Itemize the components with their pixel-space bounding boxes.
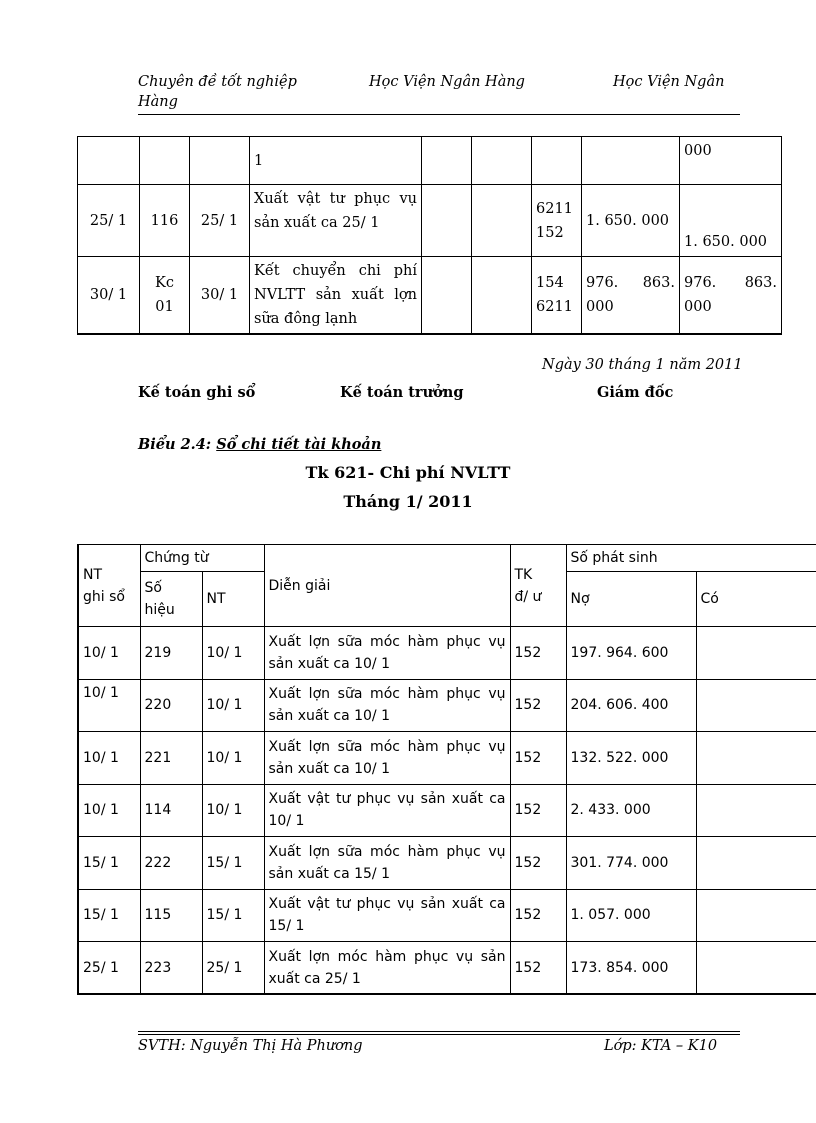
journal-continuation-table	[77, 136, 782, 335]
cell-no: 197. 964. 600	[566, 627, 696, 680]
cell-so-hieu: 223	[140, 942, 202, 995]
cell-so-hieu: 115	[140, 889, 202, 942]
cell-ngay-ghi-so: 15/ 1	[78, 837, 140, 890]
cell-tk-doi-ung: 152	[510, 784, 566, 837]
cell: 154 6211	[532, 257, 582, 335]
table-row	[78, 627, 816, 680]
cell: 976. 863. 000	[680, 257, 782, 335]
cell-ngay-ghi-so: 10/ 1	[78, 679, 140, 732]
header-left-continued: Hàng	[138, 94, 178, 110]
table-row	[78, 137, 782, 185]
cell-ngay-chung-tu: 25/ 1	[202, 942, 264, 995]
cell-tk-doi-ung: 152	[510, 627, 566, 680]
cell	[582, 137, 680, 185]
cell-ngay-ghi-so: 15/ 1	[78, 889, 140, 942]
ledger-period: Tháng 1/ 2011	[343, 492, 473, 511]
header-left: Chuyên đề tốt nghiệp	[138, 74, 297, 90]
cell-so-hieu: 220	[140, 679, 202, 732]
cell: 1. 650. 000	[680, 185, 782, 257]
signature-director: Giám đốc	[597, 384, 674, 401]
header-center: Học Viện Ngân Hàng	[369, 74, 525, 90]
header-no: Nợ	[566, 572, 696, 627]
header-co: Có	[696, 572, 816, 627]
cell: 25/ 1	[190, 185, 250, 257]
footer-student: SVTH: Nguyễn Thị Hà Phương	[138, 1038, 363, 1054]
cell: Kc 01	[140, 257, 190, 335]
figure-label: Biểu 2.4:	[138, 436, 217, 453]
table-row	[78, 257, 782, 335]
cell: 976. 863. 000	[582, 257, 680, 335]
ledger-table	[77, 544, 816, 995]
cell-no: 1. 057. 000	[566, 889, 696, 942]
header-dien-giai: Diễn giải	[264, 545, 510, 627]
header-nt2: NT	[202, 572, 264, 627]
cell: 25/ 1	[78, 185, 140, 257]
header-chung-tu: Chứng từ	[140, 545, 264, 572]
cell-ngay-ghi-so: 25/ 1	[78, 942, 140, 995]
cell-dien-giai: Xuất lợn sữa móc hàm phục vụ sản xuất ca 10/ 1	[264, 679, 510, 732]
cell	[472, 185, 532, 257]
footer-divider	[138, 1034, 740, 1035]
cell-tk-doi-ung: 152	[510, 837, 566, 890]
cell: 30/ 1	[78, 257, 140, 335]
ledger-body	[78, 627, 816, 995]
figure-caption	[138, 436, 381, 453]
cell	[78, 137, 140, 185]
cell-co	[696, 627, 816, 680]
table-header-row	[78, 545, 816, 572]
cell: Kết chuyển chi phí NVLTT sản xuất lợn sữa đông lạnh	[250, 257, 422, 335]
cell-tk-doi-ung: 152	[510, 732, 566, 785]
cell-no: 2. 433. 000	[566, 784, 696, 837]
cell-dien-giai: Xuất vật tư phục vụ sản xuất ca 10/ 1	[264, 784, 510, 837]
footer-divider	[138, 1031, 740, 1032]
table-row	[78, 942, 816, 995]
cell-ngay-chung-tu: 15/ 1	[202, 889, 264, 942]
header-so-phat-sinh: Số phát sinh	[566, 545, 816, 572]
cell-so-hieu: 221	[140, 732, 202, 785]
cell-no: 301. 774. 000	[566, 837, 696, 890]
cell-dien-giai: Xuất lợn móc hàm phục vụ sản xuất ca 25/ 1	[264, 942, 510, 995]
cell-ngay-ghi-so: 10/ 1	[78, 732, 140, 785]
signature-date: Ngày 30 tháng 1 năm 2011	[542, 357, 743, 373]
cell	[140, 137, 190, 185]
table-row	[78, 732, 816, 785]
cell-dien-giai: Xuất lợn sữa móc hàm phục vụ sản xuất ca 15/ 1	[264, 837, 510, 890]
cell: 6211 152	[532, 185, 582, 257]
cell-ngay-chung-tu: 10/ 1	[202, 732, 264, 785]
cell-tk-doi-ung: 152	[510, 942, 566, 995]
table-row	[78, 784, 816, 837]
cell: 1	[250, 137, 422, 185]
cell-so-hieu: 222	[140, 837, 202, 890]
cell-so-hieu: 219	[140, 627, 202, 680]
signature-accountant: Kế toán ghi sổ	[138, 384, 256, 401]
table-row	[78, 889, 816, 942]
cell: 30/ 1	[190, 257, 250, 335]
footer-class: Lớp: KTA – K10	[604, 1038, 718, 1054]
cell-ngay-chung-tu: 10/ 1	[202, 679, 264, 732]
cell	[422, 137, 472, 185]
cell-dien-giai: Xuất vật tư phục vụ sản xuất ca 15/ 1	[264, 889, 510, 942]
table-row	[78, 837, 816, 890]
cell: 1. 650. 000	[582, 185, 680, 257]
cell: 116	[140, 185, 190, 257]
cell-co	[696, 732, 816, 785]
cell-co	[696, 889, 816, 942]
cell-tk-doi-ung: 152	[510, 679, 566, 732]
cell-no: 132. 522. 000	[566, 732, 696, 785]
cell-ngay-chung-tu: 10/ 1	[202, 784, 264, 837]
header-nt: NT ghi sổ	[78, 545, 140, 627]
cell-so-hieu: 114	[140, 784, 202, 837]
header-right: Học Viện Ngân	[613, 74, 725, 90]
cell-co	[696, 837, 816, 890]
cell-no: 204. 606. 400	[566, 679, 696, 732]
cell: Xuất vật tư phục vụ sản xuất ca 25/ 1	[250, 185, 422, 257]
cell	[422, 257, 472, 335]
cell-ngay-ghi-so: 10/ 1	[78, 784, 140, 837]
table-row	[78, 185, 782, 257]
table-row	[78, 679, 816, 732]
cell-tk-doi-ung: 152	[510, 889, 566, 942]
cell	[532, 137, 582, 185]
cell-ngay-ghi-so: 10/ 1	[78, 627, 140, 680]
cell: 000	[680, 137, 782, 185]
header-tk: TK đ/ ư	[510, 545, 566, 627]
cell-no: 173. 854. 000	[566, 942, 696, 995]
signature-chief-accountant: Kế toán trưởng	[340, 384, 464, 401]
cell	[472, 257, 532, 335]
cell-co	[696, 942, 816, 995]
ledger-title: Tk 621- Chi phí NVLTT	[305, 463, 511, 482]
header-so-hieu: Số hiệu	[140, 572, 202, 627]
header-divider	[138, 114, 740, 115]
cell-dien-giai: Xuất lợn sữa móc hàm phục vụ sản xuất ca 10/ 1	[264, 627, 510, 680]
cell-ngay-chung-tu: 15/ 1	[202, 837, 264, 890]
cell-dien-giai: Xuất lợn sữa móc hàm phục vụ sản xuất ca 10/ 1	[264, 732, 510, 785]
cell-co	[696, 679, 816, 732]
cell	[190, 137, 250, 185]
cell	[472, 137, 532, 185]
cell	[422, 185, 472, 257]
cell-co	[696, 784, 816, 837]
figure-title: Sổ chi tiết tài khoản	[216, 436, 382, 453]
cell-ngay-chung-tu: 10/ 1	[202, 627, 264, 680]
